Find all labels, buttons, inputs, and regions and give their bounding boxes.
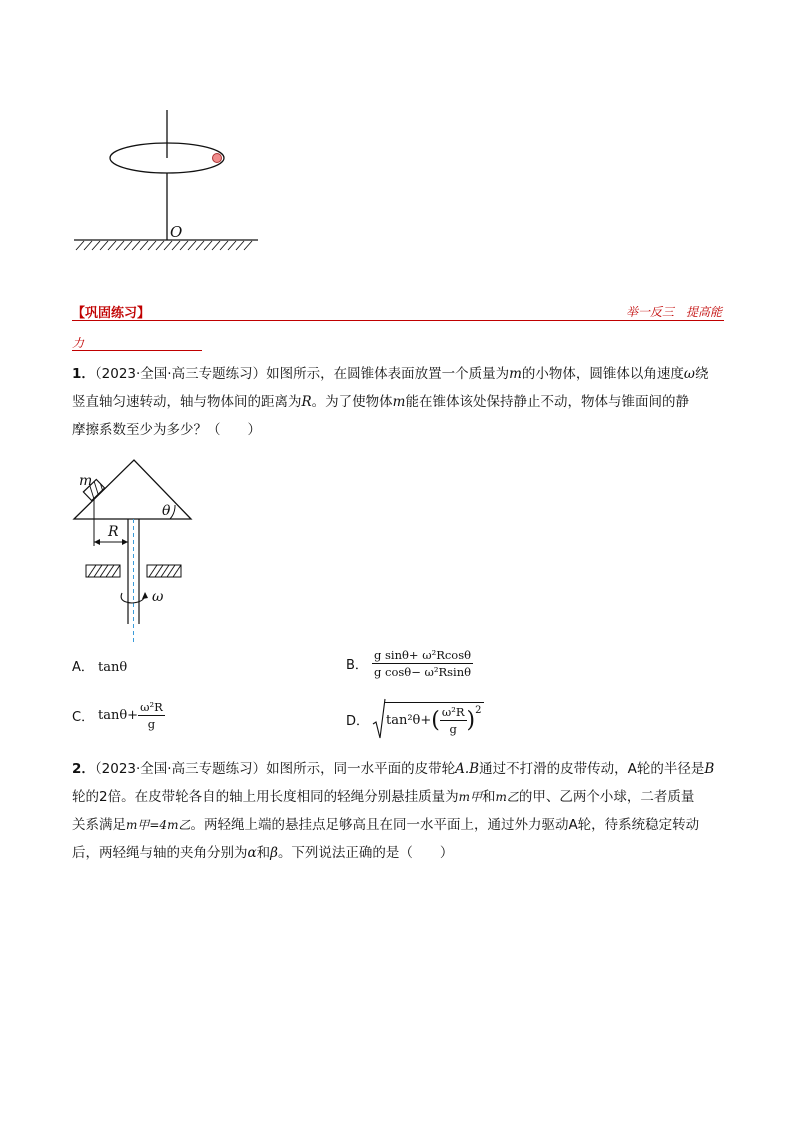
q1-line-3	[72, 416, 724, 444]
option-d-exponent: 2	[475, 705, 482, 716]
option-b-label: B．	[346, 658, 368, 673]
q1-text-3: 摩擦系数至少为多少？（ ）	[72, 422, 261, 438]
q2-line-1	[72, 755, 724, 783]
radius-arrow-left	[94, 539, 100, 545]
section-subtitle: 举一反三 提高能	[625, 305, 722, 319]
q1-var-r: R	[301, 394, 312, 410]
q2-var-beta: β	[270, 845, 278, 861]
q2-var-b: B	[704, 761, 715, 777]
q2-var-m-yi: m乙	[495, 790, 519, 804]
q1-line-1	[72, 360, 724, 388]
q2-relation: m甲=4m乙	[126, 818, 191, 832]
option-a-label: A．	[72, 660, 94, 675]
angle-label: θ	[162, 503, 171, 519]
sqrt-body	[384, 702, 484, 736]
option-a-expr: tanθ	[98, 660, 128, 675]
option-d-denominator: g	[449, 722, 457, 736]
radius-label: R	[108, 524, 119, 540]
section-subtitle-cont: 力	[72, 334, 202, 351]
section-title: 【巩固练习】	[72, 306, 151, 321]
q2-text-2b: 的甲、乙两个小球，二者质量	[518, 789, 695, 805]
question-2	[72, 755, 724, 867]
option-d-fraction	[440, 705, 467, 736]
option-c-denominator: g	[147, 717, 156, 731]
q2-var-ab: A.B	[455, 761, 480, 777]
option-b-numerator: g sinθ+ ω²Rcosθ	[374, 648, 472, 662]
point-o-label: O	[170, 223, 183, 241]
q1-var-m: m	[509, 366, 522, 382]
angle-arc	[170, 505, 175, 519]
q1-var-m-2: m	[392, 394, 406, 410]
q2-line-3	[72, 811, 724, 839]
q2-text-4b: 。下列说法正确的是（ ）	[277, 845, 454, 861]
q2-text-3b: 。两轻绳上端的悬挂点足够高且在同一水平面上，通过外力驱动A轮，待系统稳定转动	[190, 817, 700, 833]
q2-text-3: 关系满足	[72, 817, 126, 833]
figure-cone	[66, 456, 206, 644]
q2-text-he: 和	[481, 789, 496, 805]
option-c-numerator: ω²R	[140, 700, 163, 714]
question-1	[72, 360, 724, 444]
q1-line-2	[72, 388, 724, 416]
q1-var-omega: ω	[683, 366, 695, 382]
ground-hatch	[76, 241, 252, 250]
option-d-prefix: tan²θ+	[386, 713, 432, 728]
option-b[interactable]	[346, 648, 473, 679]
option-b-fraction	[372, 648, 473, 679]
q2-var-alpha: α	[247, 845, 257, 861]
mass-label: m	[79, 473, 93, 489]
q2-text-2: 轮的2倍。在皮带轮各自的轴上用长度相同的轻绳分别悬挂质量为	[72, 789, 459, 805]
paren-close: )	[466, 708, 476, 733]
option-c-prefix: tanθ+	[98, 708, 139, 723]
q1-text-1: 如图所示，在圆锥体表面放置一个质量为	[266, 366, 510, 382]
option-d-label: D．	[346, 713, 370, 729]
q2-text-1: 如图所示，同一水平面的皮带轮	[266, 761, 456, 777]
q1-text-1b: 的小物体，圆锥体以角速度	[521, 366, 684, 382]
paren-open: (	[431, 708, 440, 733]
q1-number: 1．	[72, 366, 95, 382]
option-d-numerator: ω²R	[441, 705, 465, 719]
option-b-denominator: g cosθ− ω²Rsinθ	[374, 665, 472, 679]
rotation-arrowhead	[142, 592, 148, 599]
figure-rotating-ring	[60, 100, 280, 260]
q1-text-2c: 能在锥体该处保持静止不动，物体与锥面间的静	[405, 394, 689, 410]
q2-text-he2: 和	[256, 845, 271, 861]
q2-line-4	[72, 839, 724, 867]
omega-label: ω	[152, 589, 164, 605]
option-c[interactable]	[72, 700, 165, 731]
q1-text-2b: 。为了使物体	[311, 394, 393, 410]
option-d[interactable]	[346, 698, 484, 740]
q2-line-2	[72, 783, 724, 811]
q1-source: （2023·全国·高三专题练习）	[94, 366, 267, 382]
bearing-right	[147, 565, 181, 577]
q2-source: （2023·全国·高三专题练习）	[94, 761, 267, 777]
q2-text-1b: 通过不打滑的皮带传动，A轮的半径是	[479, 761, 705, 777]
bearing-left	[86, 565, 120, 577]
option-c-label: C．	[72, 710, 95, 725]
q2-var-m-jia: m甲	[458, 790, 482, 804]
option-c-fraction	[138, 700, 165, 731]
option-a[interactable]	[72, 656, 127, 675]
radius-arrow-right	[122, 539, 128, 545]
q1-text-1c: 绕	[694, 366, 709, 382]
ball	[213, 154, 222, 163]
q2-text-4: 后，两轻绳与轴的夹角分别为	[72, 845, 248, 861]
q2-number: 2．	[72, 761, 95, 777]
section-header	[72, 304, 724, 321]
q1-text-2: 竖直轴匀速转动，轴与物体间的距离为	[72, 394, 302, 410]
